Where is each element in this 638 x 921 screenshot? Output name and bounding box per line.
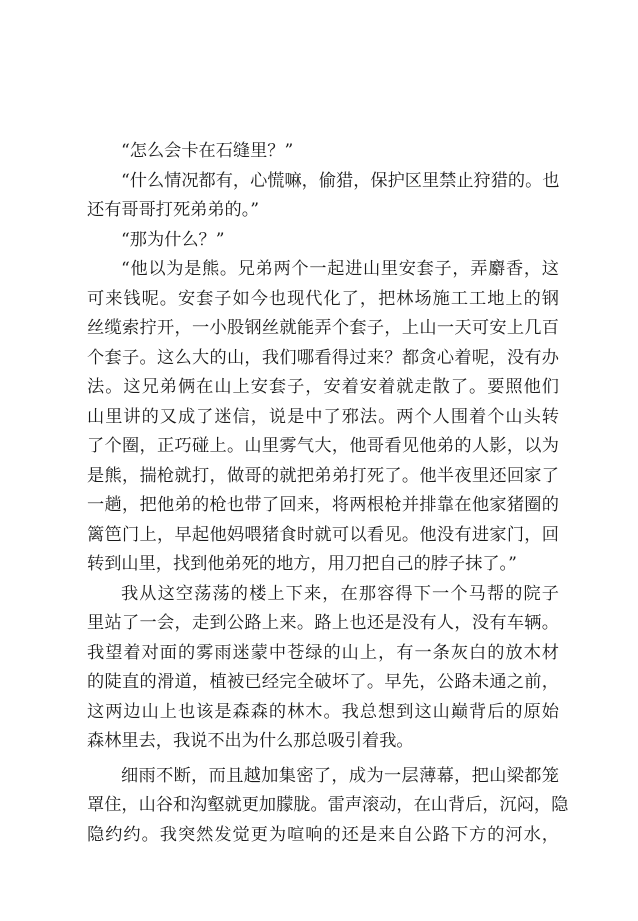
- text-line: [87, 462, 559, 492]
- text-line: [87, 639, 559, 669]
- text-line-content: 里站了一会，走到公路上来。路上也还是没有人，没有车辆。: [87, 613, 559, 633]
- text-line: [87, 821, 559, 851]
- text-line-content: 丝缆索拧开，一小股钢丝就能弄个套子，上山一天可安上几百: [87, 318, 559, 338]
- text-line: [87, 609, 559, 639]
- text-line: [87, 550, 559, 580]
- text-line-content: 法。这兄弟俩在山上安套子，安着安着就走散了。要照他们: [87, 377, 559, 397]
- text-line-content: “什么情况都有，心慌嘛，偷猎，保护区里禁止狩猎的。也: [121, 170, 560, 191]
- text-line-content: 可来钱呢。安套子如今也现代化了，把林场施工工地上的钢: [87, 288, 559, 309]
- text-line-content: 我望着对面的雾雨迷蒙中苍绿的山上，有一条灰白的放木材: [87, 642, 559, 663]
- text-line-content: 这两边山上也该是森森的林木。我总想到这山巅背后的原始: [87, 701, 559, 722]
- text-line-content: 我从这空荡荡的楼上下来，在那容得下一个马帮的院子: [121, 583, 559, 604]
- text-line: [87, 137, 559, 167]
- text-line-content: 山里讲的又成了迷信，说是中了邪法。两个人围着个山头转: [87, 406, 559, 427]
- text-line-content: 隐约约。我突然发觉更为喧响的还是来自公路下方的河水，: [87, 824, 559, 845]
- text-line: [87, 167, 559, 197]
- text-line: [87, 196, 559, 226]
- text-line: [87, 226, 559, 256]
- text-line: [87, 344, 559, 374]
- text-line-content: 转到山里，找到他弟死的地方，用刀把自己的脖子抹了。”: [87, 554, 517, 574]
- text-line-content: 一趟，把他弟的枪也带了回来，将两根枪并排靠在他家猪圈的: [87, 495, 559, 515]
- text-line: [87, 314, 559, 344]
- text-line-content: 森林里去，我说不出为什么那总吸引着我。: [87, 731, 414, 751]
- text-line: [87, 285, 559, 315]
- text-line-content: “那为什么？”: [121, 229, 225, 250]
- text-line: [87, 668, 559, 698]
- text-line-content: 还有哥哥打死弟弟的。”: [87, 200, 260, 220]
- text-line-content: 是熊，揣枪就打，做哥的就把弟弟打死了。他半夜里还回家了: [87, 465, 559, 486]
- text-line: [87, 580, 559, 610]
- text-line: [87, 491, 559, 521]
- text-line-content: “他以为是熊。兄弟两个一起进山里安套子，弄麝香，这: [121, 259, 559, 279]
- text-line: [87, 403, 559, 433]
- text-line: [87, 373, 559, 403]
- text-line-content: 罩住，山谷和沟壑就更加朦胧。雷声滚动，在山背后，沉闷，隐: [87, 795, 569, 815]
- text-line: [87, 698, 559, 728]
- text-line: [87, 255, 559, 285]
- text-line-content: 的陡直的滑道，植被已经完全破坏了。早先，公路未通之前，: [87, 672, 559, 692]
- text-line: [87, 727, 559, 757]
- text-line: [87, 791, 569, 821]
- text-line: [87, 521, 559, 551]
- text-line: [87, 762, 559, 792]
- text-line-content: 篱笆门上，早起他妈喂猪食时就可以看见。他没有进家门，回: [87, 524, 559, 545]
- text-line-content: “怎么会卡在石缝里？”: [121, 141, 294, 161]
- text-line-content: 细雨不断，而且越加集密了，成为一层薄幕，把山梁都笼: [121, 765, 559, 786]
- document-body: [87, 137, 569, 850]
- text-line-content: 个套子。这么大的山，我们哪看得过来？都贪心着呢，没有办: [87, 347, 559, 368]
- text-line: [87, 432, 559, 462]
- text-line-content: 了个圈，正巧碰上。山里雾气大，他哥看见他弟的人影，以为: [87, 436, 559, 456]
